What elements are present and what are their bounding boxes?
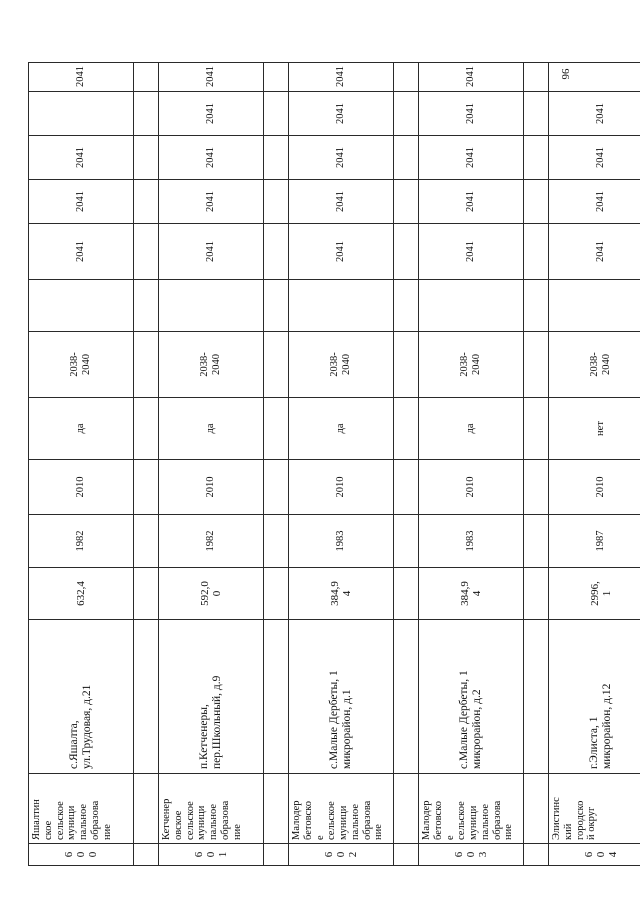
separator-cell [394, 63, 419, 92]
municipality-cell [419, 774, 524, 844]
flag-text: да [75, 423, 87, 434]
table-row [549, 63, 640, 866]
address-text: с.Малые Дербеты, 1 микрорайон, д.2 [458, 670, 483, 769]
separator-cell [524, 515, 549, 568]
year-cell [549, 63, 640, 92]
address-cell [419, 620, 524, 774]
separator-cell [264, 398, 289, 460]
separator-cell [394, 515, 419, 568]
municipality-text: Кетченер овское сельское муници пальное образова ние [161, 798, 243, 840]
address-text: г.Элиста, 1 микрорайон, д.12 [588, 683, 613, 769]
year-cell [29, 63, 134, 92]
separator-cell [394, 844, 419, 866]
area-text: 384,9 4 [458, 581, 483, 606]
address-cell [549, 620, 640, 774]
area-cell [159, 568, 264, 620]
build-year-text: 1982 [205, 530, 217, 552]
separator-cell [134, 515, 159, 568]
address-cell [289, 620, 394, 774]
separator-cell [134, 844, 159, 866]
row-number-cell [549, 844, 640, 866]
repair-period-text: 2038- 2040 [69, 352, 92, 377]
year-cell [549, 136, 640, 180]
address-cell [29, 620, 134, 774]
year-cell [159, 180, 264, 224]
separator-cell [524, 568, 549, 620]
address-text: п.Кетченеры, пер.Школьный, д.9 [198, 675, 223, 769]
empty-cell [159, 280, 264, 332]
area-cell [29, 568, 134, 620]
year-cell [419, 92, 524, 136]
separator-cell [524, 774, 549, 844]
survey-year-cell [289, 460, 394, 515]
separator-cell [264, 224, 289, 280]
year-cell [419, 180, 524, 224]
separator-cell [264, 515, 289, 568]
separator-cell [524, 332, 549, 398]
separator-cell [264, 136, 289, 180]
year-cell [159, 224, 264, 280]
separator-cell [264, 180, 289, 224]
flag-cell [289, 398, 394, 460]
area-text: 2996, 1 [588, 581, 613, 606]
area-cell [549, 568, 640, 620]
repair-period-cell [289, 332, 394, 398]
separator-cell [524, 460, 549, 515]
year-text: 2041 [335, 241, 347, 262]
address-cell [159, 620, 264, 774]
separator-cell [134, 620, 159, 774]
table-body [29, 63, 640, 866]
year-cell [419, 136, 524, 180]
row-number-cell [159, 844, 264, 866]
year-cell [289, 92, 394, 136]
year-text: 2041 [205, 191, 217, 212]
separator-cell [264, 844, 289, 866]
separator-cell [394, 92, 419, 136]
area-text: 592,0 0 [198, 581, 223, 606]
separator-cell [394, 460, 419, 515]
separator-cell [134, 180, 159, 224]
municipality-text: Малодер бетовско е сельское муници пальное образова ние [421, 800, 515, 840]
year-text: 2041 [205, 241, 217, 262]
separator-cell [394, 180, 419, 224]
separator-cell [264, 568, 289, 620]
build-year-text: 1982 [75, 530, 87, 552]
empty-cell [29, 280, 134, 332]
repair-period-cell [29, 332, 134, 398]
table-row [159, 63, 264, 866]
flag-text: да [205, 423, 217, 434]
survey-year-text: 2010 [465, 476, 477, 498]
separator-cell [394, 398, 419, 460]
empty-cell [549, 280, 640, 332]
table-row [419, 63, 524, 866]
survey-year-text: 2010 [335, 476, 347, 498]
page-number: 96 [559, 68, 571, 80]
year-cell [289, 224, 394, 280]
build-year-text: 1983 [465, 530, 477, 552]
separator-cell [524, 92, 549, 136]
year-text: 2041 [465, 241, 477, 262]
area-cell [419, 568, 524, 620]
separator-cell [394, 332, 419, 398]
separator-cell [394, 136, 419, 180]
separator-cell [134, 63, 159, 92]
row-number-cell [289, 844, 394, 866]
build-year-cell [549, 515, 640, 568]
rotated-table-wrapper [28, 62, 620, 866]
build-year-cell [419, 515, 524, 568]
municipality-cell [29, 774, 134, 844]
municipality-cell [549, 774, 640, 844]
flag-text: да [335, 423, 347, 434]
separator-cell [264, 332, 289, 398]
separator-cell [134, 224, 159, 280]
year-text: 2041 [465, 66, 477, 87]
flag-cell [29, 398, 134, 460]
separator-cell [524, 224, 549, 280]
repair-period-text: 2038- 2040 [589, 352, 612, 377]
year-cell [29, 180, 134, 224]
year-text: 2041 [465, 103, 477, 124]
year-text: 2041 [75, 191, 87, 212]
row-number-cell [419, 844, 524, 866]
area-cell [289, 568, 394, 620]
year-text: 2041 [205, 66, 217, 87]
municipality-text: Яшалтин ское сельское муници пальное образова ние [31, 799, 113, 840]
separator-cell [524, 63, 549, 92]
separator-cell [264, 280, 289, 332]
flag-cell [549, 398, 640, 460]
repair-period-text: 2038- 2040 [459, 352, 482, 377]
municipality-cell [159, 774, 264, 844]
year-cell [29, 92, 134, 136]
repair-period-cell [159, 332, 264, 398]
build-year-cell [159, 515, 264, 568]
build-year-text: 1987 [595, 530, 607, 552]
year-text: 2041 [335, 66, 347, 87]
separator-cell [524, 180, 549, 224]
row-separator [134, 63, 159, 866]
survey-year-text: 2010 [205, 476, 217, 498]
year-text: 2041 [205, 103, 217, 124]
year-text: 2041 [595, 103, 607, 124]
separator-cell [134, 774, 159, 844]
separator-cell [394, 774, 419, 844]
separator-cell [394, 280, 419, 332]
separator-cell [134, 92, 159, 136]
separator-cell [524, 398, 549, 460]
year-cell [419, 63, 524, 92]
address-text: с.Малые Дербеты, 1 микрорайон, д.1 [328, 670, 353, 769]
separator-cell [394, 224, 419, 280]
separator-cell [134, 460, 159, 515]
year-text: 2041 [595, 191, 607, 212]
row-number: 6 0 0 [62, 851, 100, 858]
year-text: 2041 [595, 241, 607, 262]
table-row [29, 63, 134, 866]
repair-period-text: 2038- 2040 [329, 352, 352, 377]
row-separator [264, 63, 289, 866]
year-text: 2041 [335, 191, 347, 212]
year-cell [289, 180, 394, 224]
year-text: 2041 [465, 147, 477, 168]
repair-period-text: 2038- 2040 [199, 352, 222, 377]
municipality-cell [289, 774, 394, 844]
separator-cell [264, 63, 289, 92]
survey-year-cell [549, 460, 640, 515]
separator-cell [524, 280, 549, 332]
separator-cell [264, 460, 289, 515]
build-year-cell [289, 515, 394, 568]
flag-text: да [465, 423, 477, 434]
survey-year-cell [159, 460, 264, 515]
address-text: с.Яшалта, ул.Трудовая, д.21 [68, 684, 93, 769]
year-text: 2041 [335, 147, 347, 168]
year-cell [159, 63, 264, 92]
area-text: 632,4 [74, 581, 87, 606]
row-number-cell [29, 844, 134, 866]
area-text: 384,9 4 [328, 581, 353, 606]
separator-cell [394, 568, 419, 620]
year-text: 2041 [335, 103, 347, 124]
separator-cell [524, 844, 549, 866]
row-number: 6 0 1 [192, 851, 230, 858]
year-cell [289, 136, 394, 180]
build-year-cell [29, 515, 134, 568]
year-text: 2041 [465, 191, 477, 212]
year-cell [29, 224, 134, 280]
build-year-text: 1983 [335, 530, 347, 552]
row-number: 6 0 3 [452, 851, 490, 858]
empty-cell [289, 280, 394, 332]
separator-cell [134, 398, 159, 460]
separator-cell [264, 620, 289, 774]
repair-period-cell [419, 332, 524, 398]
year-cell [159, 92, 264, 136]
year-cell [159, 136, 264, 180]
row-separator [394, 63, 419, 866]
year-text: 2041 [75, 241, 87, 262]
row-number: 6 0 4 [582, 851, 620, 858]
survey-year-text: 2010 [595, 476, 607, 498]
buildings-table [28, 62, 640, 866]
row-separator [524, 63, 549, 866]
survey-year-text: 2010 [75, 476, 87, 498]
municipality-text: Малодер бетовско е сельское муници пальное образова ние [291, 800, 385, 840]
separator-cell [134, 136, 159, 180]
repair-period-cell [549, 332, 640, 398]
year-cell [549, 92, 640, 136]
empty-cell [419, 280, 524, 332]
survey-year-cell [29, 460, 134, 515]
survey-year-cell [419, 460, 524, 515]
row-number: 6 0 2 [322, 851, 360, 858]
separator-cell [264, 92, 289, 136]
table-row [289, 63, 394, 866]
year-text: 2041 [75, 147, 87, 168]
flag-cell [419, 398, 524, 460]
year-cell [549, 180, 640, 224]
separator-cell [264, 774, 289, 844]
year-text: 2041 [595, 147, 607, 168]
year-cell [289, 63, 394, 92]
separator-cell [394, 620, 419, 774]
year-cell [549, 224, 640, 280]
year-cell [419, 224, 524, 280]
year-text: 2041 [75, 66, 87, 87]
year-cell [29, 136, 134, 180]
municipality-text: Элистинс кий городско й округ [551, 797, 598, 840]
separator-cell [524, 136, 549, 180]
year-text: 2041 [205, 147, 217, 168]
separator-cell [524, 620, 549, 774]
flag-cell [159, 398, 264, 460]
flag-text: нет [595, 421, 607, 436]
separator-cell [134, 332, 159, 398]
separator-cell [134, 568, 159, 620]
separator-cell [134, 280, 159, 332]
